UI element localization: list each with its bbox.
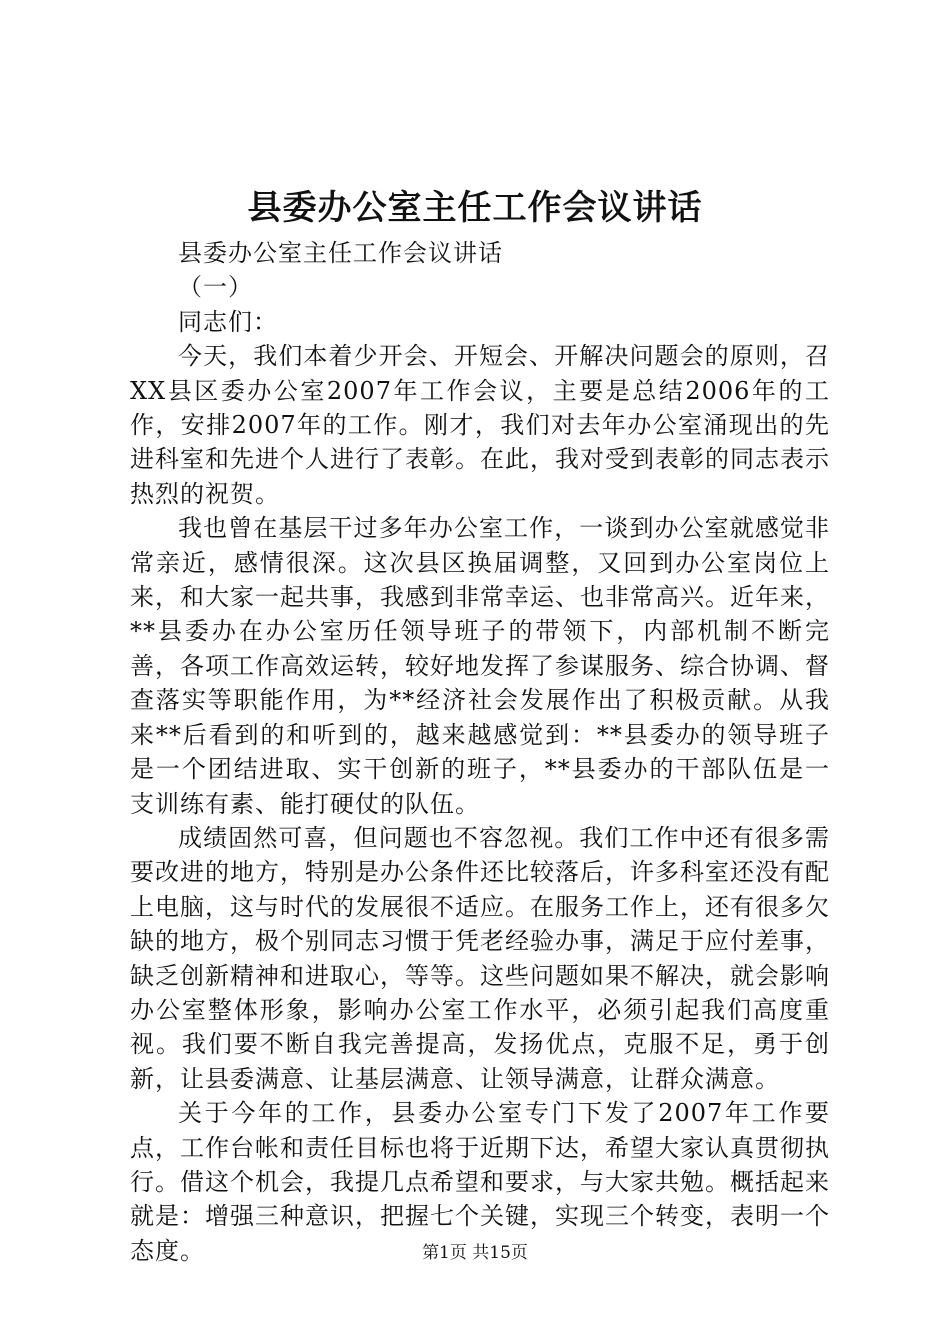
paragraph: 今天，我们本着少开会、开短会、开解决问题会的原则，召XX县区委办公室2007年工作会议，主要是总结2006年的工作，安排2007年的工作。刚才，我们对去年办公室涌现出的先进科室和先进个人进行了表彰。在此，我对受到表彰的同志表示热烈的祝贺。 — [130, 342, 830, 508]
paragraph: 我也曾在基层干过多年办公室工作，一谈到办公室就感觉非常亲近，感情很深。这次县区换届调整，又回到办公室岗位上来，和大家一起共事，我感到非常幸运、也非常高兴。近年来，**县委办在办公室历任领导班子的带领下，内部机制不断完善，各项工作高效运转，较好地发挥了参谋服务、综合协调、督查落实等职能作用，为**经济社会发展作出了积极贡献。从我来**后看到的和听到的，越来越感觉到：**县委办的领导班子是一个团结进取、实干创新的班子，**县委办的干部队伍是一支训练有素、能打硬仗的队伍。 — [130, 514, 830, 818]
document-body — [130, 236, 830, 1268]
document-title: 县委办公室主任工作会议讲话 — [247, 188, 703, 228]
paragraph: 关于今年的工作，县委办公室专门下发了2007年工作要点，工作台帐和责任目标也将于近期下达，希望大家认真贯彻执行。借这个机会，我提几点希望和要求，与大家共勉。概括起来就是：增强三种意识，把握七个关键，实现三个转变，表明一个态度。 — [130, 1099, 830, 1265]
page-footer: 第1页 共15页 — [422, 1243, 528, 1263]
document-subtitle: 县委办公室主任工作会议讲话 — [178, 239, 503, 267]
paragraph: 成绩固然可喜，但问题也不容忽视。我们工作中还有很多需要改进的地方，特别是办公条件还比较落后，许多科室还没有配上电脑，这与时代的发展很不适应。在服务工作上，还有很多欠缺的地方，极个别同志习惯于凭老经验办事，满足于应付差事，缺乏创新精神和进取心，等等。这些问题如果不解决，就会影响办公室整体形象，影响办公室工作水平，必须引起我们高度重视。我们要不断自我完善提高，发扬优点，克服不足，勇于创新，让县委满意、让基层满意、让领导满意，让群众满意。 — [130, 823, 830, 1093]
section-marker: （一） — [178, 273, 253, 302]
salutation: 同志们： — [178, 307, 278, 336]
